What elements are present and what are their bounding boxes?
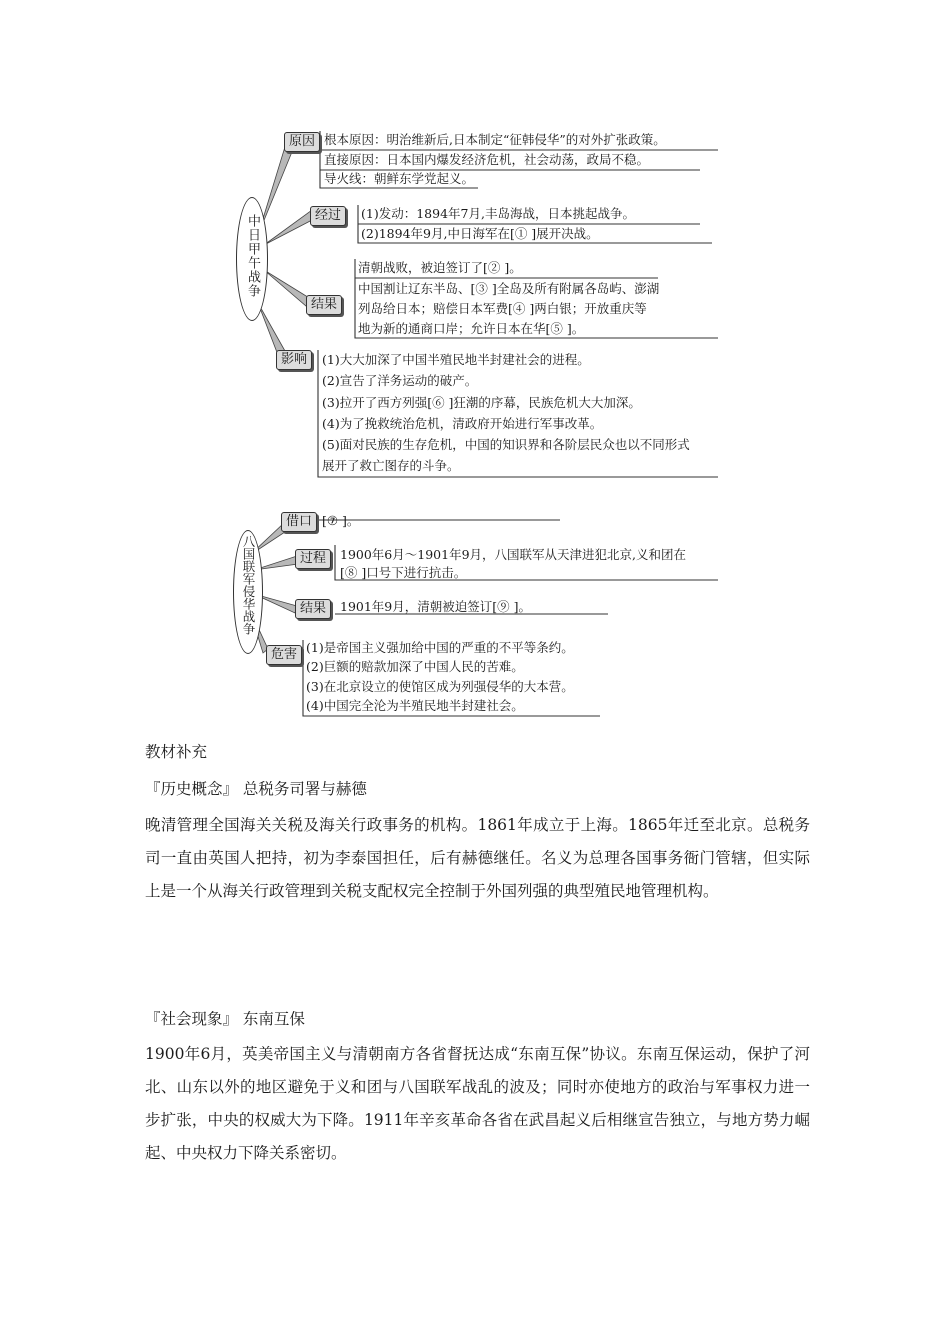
concept-paragraph: 晚清管理全国海关关税及海关行政事务的机构。1861年成立于上海。1865年迁至北京。总税务司一直由英国人把持，初为李泰国担任，后有赫德继任。名义为总理各国事务衙门管辖，但实际上是一个从海关行政管理到关税支配权完全控制于外国列强的典型殖民地管理机构。 [145, 816, 810, 900]
excuse-line-1: [⑦ ]。 [322, 513, 360, 528]
process2-line-1: 1900年6月～1901年9月，八国联军从天津进犯北京,义和团在 [340, 547, 687, 562]
branch-process-2: 过程 [295, 549, 331, 569]
center-label: 中日甲午战争 [245, 214, 260, 298]
process-line-2: (2)1894年9月,中日海军在[① ]展开决战。 [361, 226, 599, 241]
process-line-1: (1)发动：1894年7月,丰岛海战，日本挑起战争。 [361, 206, 635, 221]
impact-line-3: (3)拉开了西方列强[⑥ ]狂潮的序幕，民族危机大大加深。 [322, 395, 641, 410]
concept-title: 『历史概念』 总税务司署与赫德 [145, 780, 367, 798]
center-node-sino-japanese-war [236, 197, 268, 321]
phenomenon-title: 『社会现象』 东南互保 [145, 1010, 305, 1028]
impact-line-1: (1)大大加深了中国半殖民地半封建社会的进程。 [322, 352, 590, 367]
harm-line-3: (3)在北京设立的使馆区成为列强侵华的大本营。 [306, 679, 574, 694]
result2-line-1: 1901年9月，清朝被迫签订[⑨ ]。 [340, 599, 531, 614]
process2-line-2: [⑧ ]口号下进行抗击。 [340, 565, 467, 580]
wedge-impact [258, 303, 285, 355]
center-node-eight-nation-war [233, 530, 263, 654]
wedge-result [264, 270, 311, 306]
branch-process: 经过 [310, 206, 346, 226]
harm-line-4: (4)中国完全沦为半殖民地半封建社会。 [306, 698, 524, 713]
cause-line-2: 直接原因：日本国内爆发经济危机，社会动荡，政局不稳。 [324, 152, 650, 167]
harm-line-2: (2)巨额的赔款加深了中国人民的苦难。 [306, 659, 524, 674]
impact-line-2: (2)宣告了洋务运动的破产。 [322, 373, 478, 388]
impact-line-5: (5)面对民族的生存危机，中国的知识界和各阶层民众也以不同形式 [322, 437, 690, 452]
harm-line-1: (1)是帝国主义强加给中国的严重的不平等条约。 [306, 640, 574, 655]
branch-result: 结果 [306, 295, 342, 315]
result-line-4: 地为新的通商口岸；允许日本在华[⑤ ]。 [358, 321, 585, 336]
branch-impact: 影响 [276, 350, 312, 370]
center-label-2: 八国联军侵华战争 [241, 535, 256, 635]
result-line-3: 列岛给日本；赔偿日本军费[④ ]两白银；开放重庆等 [358, 301, 647, 316]
branch-cause: 原因 [284, 132, 320, 152]
cause-line-3: 导火线：朝鲜东学党起义。 [324, 171, 475, 186]
branch-result-2: 结果 [295, 599, 331, 619]
impact-line-6: 展开了救亡图存的斗争。 [322, 458, 460, 473]
result-line-2: 中国割让辽东半岛、[③ ]全岛及所有附属各岛屿、澎湖 [358, 281, 660, 296]
supplement-heading: 教材补充 [145, 743, 208, 761]
wedge-process [264, 210, 314, 245]
impact-line-4: (4)为了挽救统治危机，清政府开始进行军事改革。 [322, 416, 603, 431]
branch-excuse: 借口 [281, 512, 317, 532]
result-line-1: 清朝战败，被迫签订了[② ]。 [358, 260, 522, 275]
branch-harm: 危害 [266, 645, 302, 665]
phenomenon-paragraph: 1900年6月，英美帝国主义与清朝南方各省督抚达成“东南互保”协议。东南互保运动，保护了河北、山东以外的地区避免于义和团与八国联军战乱的波及；同时亦使地方的政治与军事权力进一步扩张，中央的权威大为下降。1911年辛亥革命各省在武昌起义后相继宣告独立，与地方势力崛起、中央权力下降关系密切。 [145, 1045, 810, 1162]
cause-line-1: 根本原因：明治维新后,日本制定“征韩侵华”的对外扩张政策。 [324, 132, 666, 147]
